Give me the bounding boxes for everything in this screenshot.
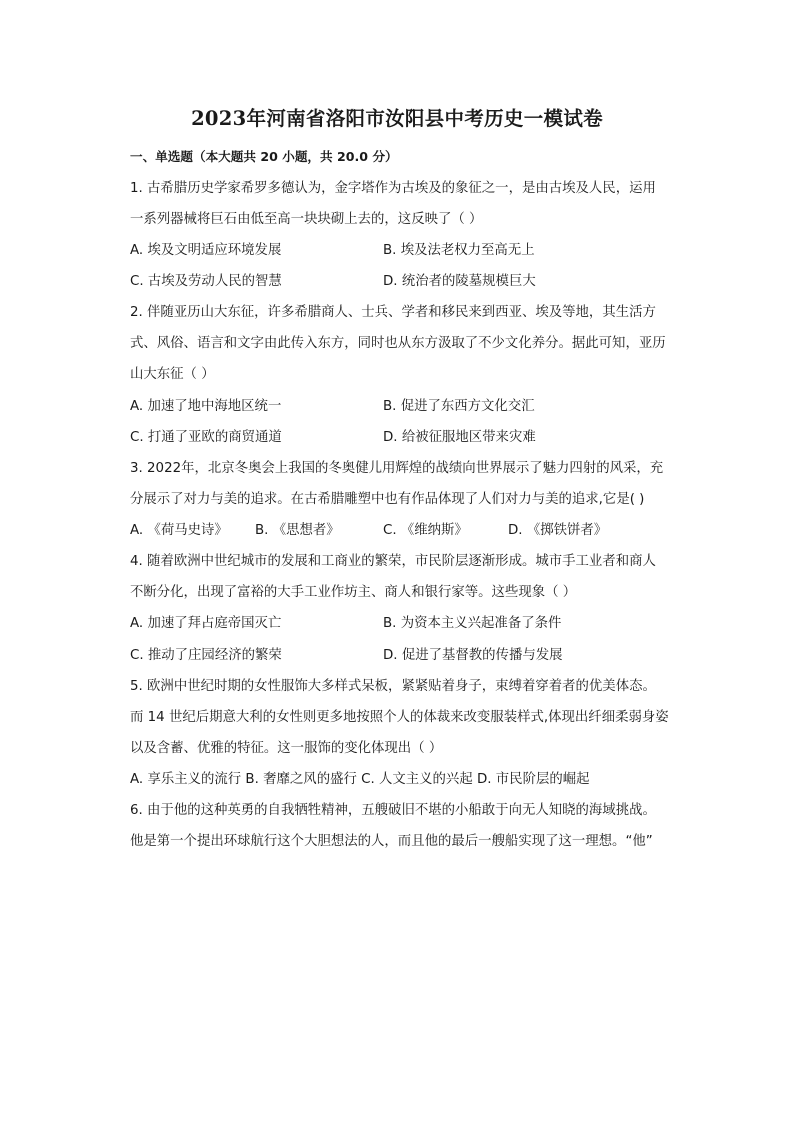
question-2-line-3: 山大东征（ ） bbox=[130, 367, 215, 382]
question-2-option-d: D. 给被征服地区带来灾难 bbox=[383, 430, 536, 445]
question-2-line-2: 式、风俗、语言和文字由此传入东方，同时也从东方汲取了不少文化养分。据此可知，亚历 bbox=[130, 336, 666, 351]
question-3-line-1: 3. 2022年，北京冬奥会上我国的冬奥健儿用辉煌的战绩向世界展示了魅力四射的风采，充 bbox=[130, 461, 664, 476]
question-5-line-2: 而 14 世纪后期意大利的女性则更多地按照个人的体裁来改变服装样式,体现出纤细柔弱身姿 bbox=[130, 710, 669, 725]
question-4-option-d: D. 促进了基督教的传播与发展 bbox=[383, 648, 563, 663]
question-4-line-2: 不断分化，出现了富裕的大手工业作坊主、商人和银行家等。这些现象（ ） bbox=[130, 585, 577, 600]
question-3-line-2: 分展示了对力与美的追求。在古希腊雕塑中也有作品体现了人们对力与美的追求,它是( ) bbox=[130, 492, 645, 507]
question-3-option-c: C. 《维纳斯》 bbox=[383, 523, 468, 538]
question-1-option-d: D. 统治者的陵墓规模巨大 bbox=[383, 274, 536, 289]
question-2-option-a: A. 加速了地中海地区统一 bbox=[130, 399, 282, 414]
question-2-option-c: C. 打通了亚欧的商贸通道 bbox=[130, 430, 282, 445]
question-3-option-d: D. 《掷铁饼者》 bbox=[508, 523, 608, 538]
question-5-line-1: 5. 欧洲中世纪时期的女性服饰大多样式呆板，紧紧贴着身子，束缚着穿着者的优美体态。 bbox=[130, 679, 656, 694]
question-1-line-2: 一系列器械将巨石由低至高一块块砌上去的，这反映了（ ） bbox=[130, 212, 483, 227]
question-1-line-1: 1. 古希腊历史学家希罗多德认为，金字塔作为古埃及的象征之一，是由古埃及人民，运用 bbox=[130, 181, 656, 196]
section-heading: 一、单选题（本大题共 20 小题，共 20.0 分） bbox=[130, 149, 398, 164]
question-2-line-1: 2. 伴随亚历山大东征，许多希腊商人、士兵、学者和移民来到西亚、埃及等地，其生活方 bbox=[130, 305, 656, 320]
question-4-option-b: B. 为资本主义兴起准备了条件 bbox=[383, 616, 562, 631]
page-title: 2023年河南省洛阳市汝阳县中考历史一模试卷 bbox=[191, 107, 603, 130]
question-5-options: A. 享乐主义的流行 B. 奢靡之风的盛行 C. 人文主义的兴起 D. 市民阶层的崛起 bbox=[130, 772, 590, 787]
question-4-option-a: A. 加速了拜占庭帝国灭亡 bbox=[130, 616, 282, 631]
question-4-line-1: 4. 随着欧洲中世纪城市的发展和工商业的繁荣，市民阶层逐渐形成。城市手工业者和商人 bbox=[130, 554, 656, 569]
question-2-option-b: B. 促进了东西方文化交汇 bbox=[383, 399, 535, 414]
question-1-option-b: B. 埃及法老权力至高无上 bbox=[383, 243, 535, 258]
question-3-option-b: B. 《思想者》 bbox=[255, 523, 340, 538]
question-6-line-1: 6. 由于他的这种英勇的自我牺牲精神，五艘破旧不堪的小船敢于向无人知晓的海域挑战。 bbox=[130, 803, 656, 818]
question-6-line-2: 他是第一个提出环球航行这个大胆想法的人，而且他的最后一艘船实现了这一理想。“他” bbox=[130, 834, 653, 849]
question-3-option-a: A. 《荷马史诗》 bbox=[130, 523, 228, 538]
question-5-line-3: 以及含蓄、优雅的特征。这一服饰的变化体现出（ ） bbox=[130, 741, 443, 756]
question-1-option-a: A. 埃及文明适应环境发展 bbox=[130, 243, 282, 258]
question-4-option-c: C. 推动了庄园经济的繁荣 bbox=[130, 648, 282, 663]
question-1-option-c: C. 古埃及劳动人民的智慧 bbox=[130, 274, 282, 289]
